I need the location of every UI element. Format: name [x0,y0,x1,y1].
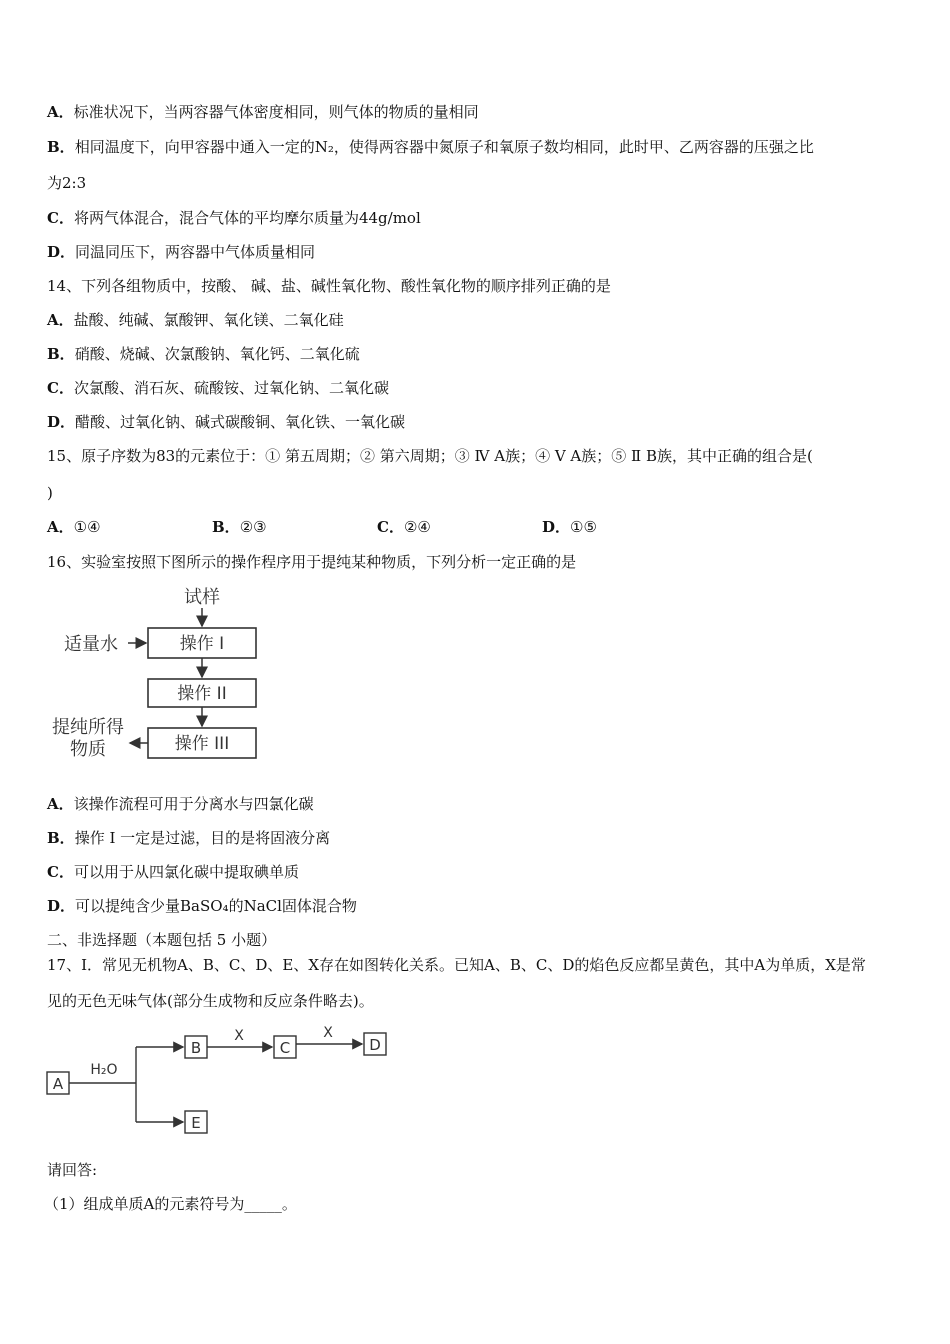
node-e-label: E [191,1114,201,1132]
sample-label: 试样 [184,587,220,608]
water-label: H₂O [90,1062,118,1078]
option-label: D． [542,518,571,536]
option-text: 操作 I 一定是过滤，目的是将固液分离 [74,829,331,847]
q15-option-c [377,517,431,537]
q16-option-c [47,862,299,882]
op1-label: 操作 I [179,634,225,654]
q16-flow-diagram [40,580,280,765]
option-text: 可以提纯含少量BaSO₄的NaCl固体混合物 [75,897,357,915]
q17-stem: 17、I．常见无机物A、B、C、D、E、X存在如图转化关系。已知A、B、C、D的焰色反应都呈黄色，其中A为单质，X是常 [47,956,866,974]
q15-stem: 15、原子序数为83的元素位于：① 第五周期；② 第六周期；③ Ⅳ A族；④ Ⅴ A族；⑤ Ⅱ B族，其中正确的组合是( [47,447,813,465]
q13-option-c [47,208,421,228]
option-text: 标准状况下，当两容器气体密度相同，则气体的物质的量相同 [73,103,479,121]
q17-conversion-diagram [44,1022,394,1140]
q14-option-d [47,412,405,432]
q17-sub-question-1: （1）组成单质A的元素符号为_____。 [44,1195,297,1213]
option-label: B． [47,345,75,363]
node-b-label: B [190,1039,202,1057]
q16-stem: 16、实验室按照下图所示的操作程序用于提纯某种物质，下列分析一定正确的是 [47,553,577,571]
q14-option-c [47,378,389,398]
q14-option-b [47,344,360,364]
option-text: ②③ [239,518,267,536]
option-text: 相同温度下，向甲容器中通入一定的N₂，使得两容器中氮原子和氧原子数均相同，此时甲、乙两容器的压强之比 [74,138,814,156]
option-label: C． [47,379,74,397]
q15-stem-continued: ) [47,484,53,502]
option-label: B． [47,138,75,156]
q15-option-b [212,517,267,537]
q15-option-a [47,517,101,537]
q17-stem-continued: 见的无色无味气体(部分生成物和反应条件略去)。 [47,992,374,1010]
op2-label: 操作 II [177,684,227,704]
q15-options [47,517,907,537]
option-text: 可以用于从四氯化碳中提取碘单质 [73,863,299,881]
q13-option-b-continued: 为2:3 [47,174,87,192]
option-label: B． [212,518,240,536]
option-label: C． [47,209,74,227]
option-label: D． [47,413,76,431]
q14-stem: 14、下列各组物质中，按酸、 碱、盐、碱性氧化物、酸性氧化物的顺序排列正确的是 [47,277,611,295]
option-text: 盐酸、纯碱、氯酸钾、氧化镁、二氧化硅 [73,311,344,329]
option-label: D． [47,243,76,261]
product-label-line1: 提纯所得 [52,717,124,738]
q13-option-b [47,137,814,157]
op3-label: 操作 III [174,734,230,754]
x-label-1: X [234,1028,244,1044]
node-d-label: D [369,1036,381,1054]
option-label: A． [47,518,74,536]
q13-option-d [47,242,315,262]
option-label: A． [47,795,74,813]
q17-prompt: 请回答: [47,1161,98,1179]
option-text: 同温同压下，两容器中气体质量相同 [75,243,316,261]
option-label: C． [47,863,74,881]
option-label: B． [47,829,75,847]
section-title: 二、非选择题（本题包括 5 小题） [47,931,277,949]
option-text: 将两气体混合，混合气体的平均摩尔质量为44g/mol [73,209,421,227]
option-text: ①⑤ [570,518,597,536]
option-label: A． [47,103,74,121]
q16-option-b [47,828,330,848]
option-text: 次氯酸、消石灰、硫酸铵、过氧化钠、二氧化碳 [73,379,389,397]
option-text: ①④ [73,518,101,536]
option-label: A． [47,311,74,329]
option-text: ②④ [403,518,431,536]
product-label-line2: 物质 [70,739,106,760]
q13-option-a [47,102,479,122]
option-text: 该操作流程可用于分离水与四氯化碳 [73,795,314,813]
x-label-2: X [323,1025,333,1041]
q16-option-a [47,794,314,814]
option-text: 硝酸、烧碱、次氯酸钠、氧化钙、二氧化硫 [74,345,360,363]
q16-option-d [47,896,357,916]
option-label: C． [377,518,404,536]
option-text: 醋酸、过氧化钠、碱式碳酸铜、氧化铁、一氧化碳 [75,413,406,431]
q14-option-a [47,310,344,330]
node-a-label: A [52,1075,64,1093]
q15-option-d [542,517,597,537]
option-label: D． [47,897,76,915]
node-c-label: C [279,1039,291,1057]
water-label: 适量水 [64,634,118,655]
